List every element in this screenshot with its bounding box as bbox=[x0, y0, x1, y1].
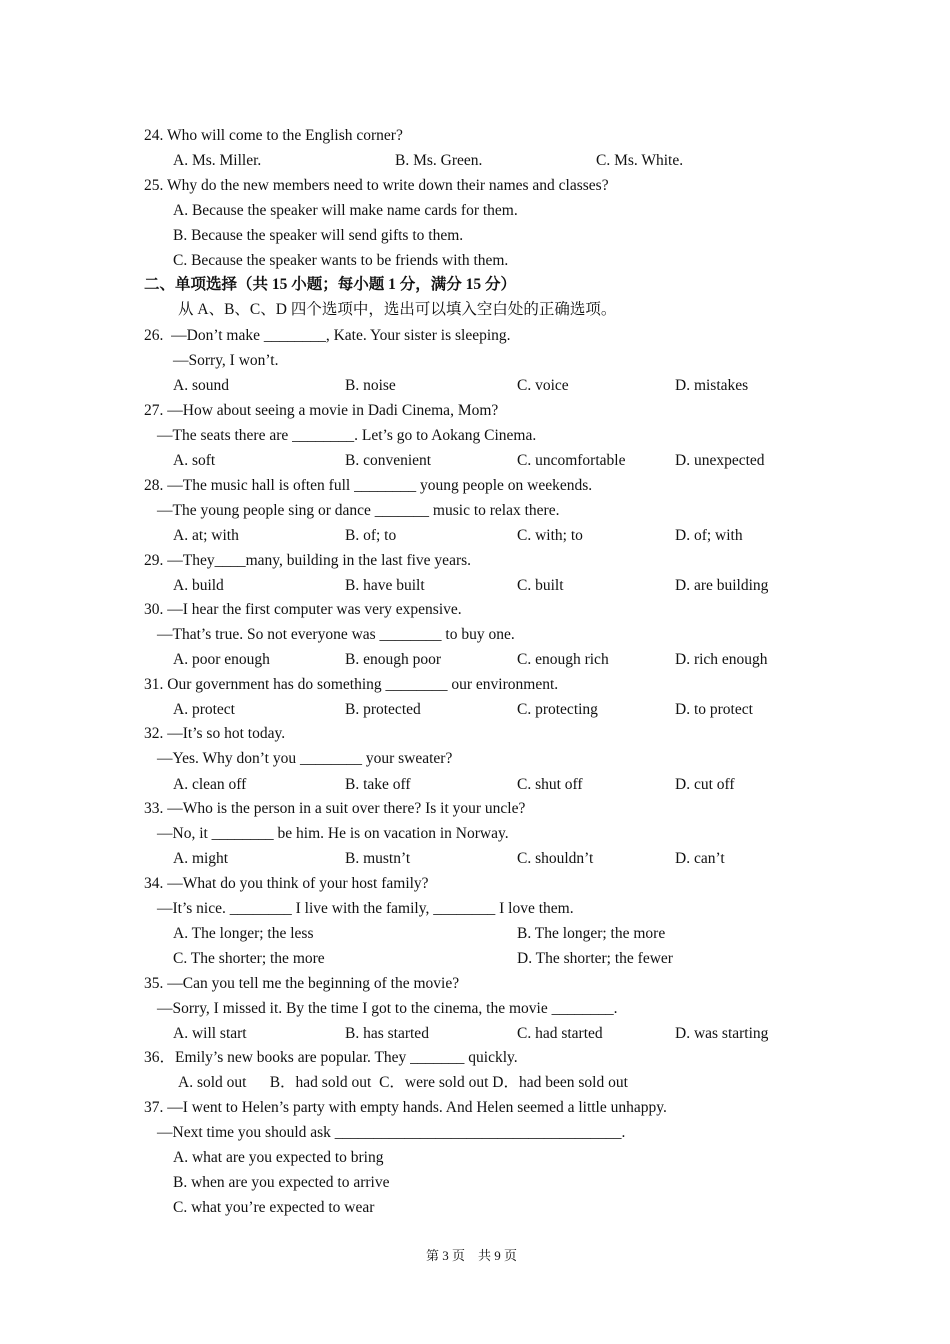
q30-option-a: A. poor enough bbox=[173, 651, 270, 668]
q30-reply: —That’s true. So not everyone was ________ to buy one. bbox=[157, 626, 515, 643]
q33-option-d: D. can’t bbox=[675, 850, 725, 867]
q32-stem: 32. —It’s so hot today. bbox=[144, 725, 286, 742]
q26-option-d: D. mistakes bbox=[675, 377, 749, 394]
q31-option-a: A. protect bbox=[173, 701, 235, 718]
section-heading: 二、单项选择（共 15 小题；每小题 1 分，满分 15 分） bbox=[144, 276, 517, 293]
page-footer: 第 3 页 共 9 页 bbox=[426, 1248, 518, 1263]
q33-reply: —No, it ________ be him. He is on vacation in Norway. bbox=[157, 825, 509, 842]
q28-stem: 28. —The music hall is often full ________ young people on weekends. bbox=[144, 477, 593, 494]
q29-option-d: D. are building bbox=[675, 577, 769, 594]
q24-option-a: A. Ms. Miller. bbox=[173, 152, 262, 169]
q29-option-a: A. build bbox=[173, 577, 224, 594]
q29-option-b: B. have built bbox=[345, 577, 425, 594]
q26-stem: 26. —Don’t make ________, Kate. Your sister is sleeping. bbox=[144, 327, 511, 344]
q33-option-b: B. mustn’t bbox=[345, 850, 411, 867]
q34-option-b: B. The longer; the more bbox=[517, 925, 666, 942]
q33-option-a: A. might bbox=[173, 850, 229, 867]
q27-option-d: D. unexpected bbox=[675, 452, 765, 469]
q31-stem: 31. Our government has do something ________ our environment. bbox=[144, 676, 559, 693]
q37-stem: 37. —I went to Helen’s party with empty hands. And Helen seemed a little unhappy. bbox=[144, 1099, 667, 1116]
q26-option-c: C. voice bbox=[517, 377, 569, 394]
q29-option-c: C. built bbox=[517, 577, 564, 594]
q30-option-d: D. rich enough bbox=[675, 651, 768, 668]
q25-stem: 25. Why do the new members need to write down their names and classes? bbox=[144, 177, 609, 194]
q27-stem: 27. —How about seeing a movie in Dadi Cinema, Mom? bbox=[144, 402, 499, 419]
q28-option-b: B. of; to bbox=[345, 527, 397, 544]
q35-reply: —Sorry, I missed it. By the time I got to the cinema, the movie ________. bbox=[157, 1000, 618, 1017]
q32-option-c: C. shut off bbox=[517, 776, 583, 793]
q34-reply: —It’s nice. ________ I live with the family, ________ I love them. bbox=[157, 900, 574, 917]
q26-option-a: A. sound bbox=[173, 377, 229, 394]
q27-reply: —The seats there are ________. Let’s go to Aokang Cinema. bbox=[157, 427, 537, 444]
q28-option-d: D. of; with bbox=[675, 527, 743, 544]
q37-option-a: A. what are you expected to bring bbox=[173, 1149, 384, 1166]
q34-stem: 34. —What do you think of your host family? bbox=[144, 875, 429, 892]
q26-reply: —Sorry, I won’t. bbox=[173, 352, 279, 369]
q30-stem: 30. —I hear the first computer was very expensive. bbox=[144, 601, 462, 618]
q33-stem: 33. —Who is the person in a suit over there? Is it your uncle? bbox=[144, 800, 526, 817]
q34-option-c: C. The shorter; the more bbox=[173, 950, 325, 967]
q37-reply: —Next time you should ask _____________________________________. bbox=[157, 1124, 626, 1141]
q25-option-c: C. Because the speaker wants to be friends with them. bbox=[173, 252, 509, 269]
q29-stem: 29. —They____many, building in the last five years. bbox=[144, 552, 472, 569]
q24-option-c: C. Ms. White. bbox=[596, 152, 684, 169]
q34-option-a: A. The longer; the less bbox=[173, 925, 314, 942]
q35-option-d: D. was starting bbox=[675, 1025, 769, 1042]
q28-option-c: C. with; to bbox=[517, 527, 583, 544]
q37-option-c: C. what you’re expected to wear bbox=[173, 1199, 375, 1216]
section-instruction: 从 A、B、C、D 四个选项中，选出可以填入空白处的正确选项。 bbox=[178, 301, 617, 318]
q24-option-b: B. Ms. Green. bbox=[395, 152, 483, 169]
q32-reply: —Yes. Why don’t you ________ your sweater? bbox=[157, 750, 453, 767]
q31-option-d: D. to protect bbox=[675, 701, 753, 718]
q31-option-b: B. protected bbox=[345, 701, 421, 718]
q30-option-c: C. enough rich bbox=[517, 651, 609, 668]
q26-option-b: B. noise bbox=[345, 377, 396, 394]
q33-option-c: C. shouldn’t bbox=[517, 850, 594, 867]
q27-option-a: A. soft bbox=[173, 452, 216, 469]
q32-option-a: A. clean off bbox=[173, 776, 247, 793]
q32-option-b: B. take off bbox=[345, 776, 411, 793]
q35-stem: 35. —Can you tell me the beginning of the movie? bbox=[144, 975, 460, 992]
q35-option-a: A. will start bbox=[173, 1025, 247, 1042]
q28-reply: —The young people sing or dance _______ music to relax there. bbox=[157, 502, 560, 519]
q27-option-c: C. uncomfortable bbox=[517, 452, 626, 469]
q27-option-b: B. convenient bbox=[345, 452, 432, 469]
q36-stem: 36．Emily’s new books are popular. They _______ quickly. bbox=[144, 1049, 518, 1066]
q28-option-a: A. at; with bbox=[173, 527, 239, 544]
q36-options: A. sold out B．had sold out C．were sold out D．had been sold out bbox=[178, 1074, 628, 1091]
q25-option-a: A. Because the speaker will make name cards for them. bbox=[173, 202, 518, 219]
q24-stem: 24. Who will come to the English corner? bbox=[144, 127, 403, 144]
q34-option-d: D. The shorter; the fewer bbox=[517, 950, 673, 967]
q25-option-b: B. Because the speaker will send gifts to them. bbox=[173, 227, 464, 244]
q35-option-b: B. has started bbox=[345, 1025, 429, 1042]
q32-option-d: D. cut off bbox=[675, 776, 735, 793]
q35-option-c: C. had started bbox=[517, 1025, 603, 1042]
q37-option-b: B. when are you expected to arrive bbox=[173, 1174, 390, 1191]
q30-option-b: B. enough poor bbox=[345, 651, 442, 668]
q31-option-c: C. protecting bbox=[517, 701, 598, 718]
